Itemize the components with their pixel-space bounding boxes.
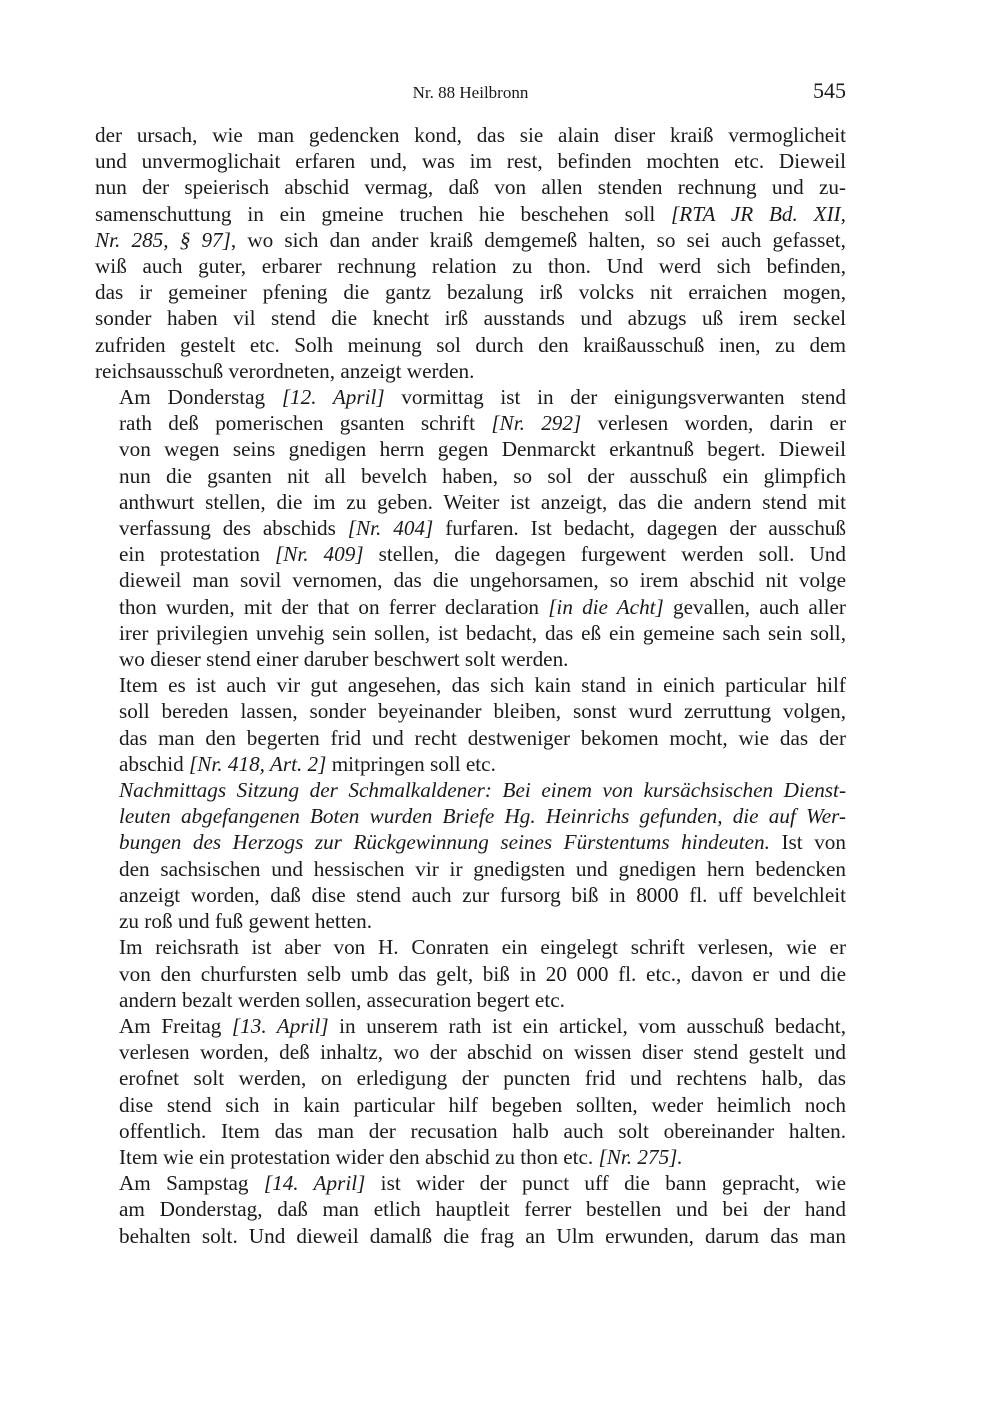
text-line (95, 201, 846, 227)
text-run: Ist von (769, 830, 846, 855)
text-run: ist wider der punct uff die bann gepracht, wie (365, 1171, 846, 1196)
text-line (95, 436, 846, 462)
text-line (95, 1039, 846, 1065)
text-line (95, 122, 846, 148)
text-run: irer privilegien unvehig sein sollen, ist bedacht, das eß ein gemeine sach sein soll, (119, 620, 846, 645)
text-line (95, 253, 846, 279)
text-line (95, 751, 846, 777)
text-line (95, 698, 846, 724)
editorial-note: [12. April] (281, 385, 385, 410)
text-run: sonder haben vil stend die knecht irß ausstands und abzugs uß irem seckel (95, 306, 846, 331)
text-line (95, 1196, 846, 1222)
text-line (95, 174, 846, 200)
editorial-note: [Nr. 418, Art. 2] (189, 751, 327, 776)
text-line (95, 620, 846, 646)
running-head (95, 78, 846, 108)
editorial-note: [Nr. 292] (491, 411, 582, 436)
text-run: offentlich. Item das man der recusation halb auch solt obereinander halten. (119, 1118, 846, 1143)
paragraph (95, 384, 846, 672)
text-run: Im reichsrath ist aber von H. Conraten ein eingelegt schrift verlesen, wie er (119, 935, 846, 960)
text-run: furfaren. Ist bedacht, dagegen der ausschuß (433, 516, 846, 541)
editorial-note: [Nr. 409] (274, 542, 364, 567)
text-line (95, 515, 846, 541)
text-line (95, 594, 846, 620)
text-line (95, 725, 846, 751)
text-line (95, 567, 846, 593)
text-line (95, 332, 846, 358)
page-number: 545 (813, 78, 846, 103)
text-run: ein protestation (119, 542, 275, 567)
text-line (95, 1065, 846, 1091)
text-line (95, 672, 846, 698)
text-line (95, 410, 846, 436)
text-line (95, 489, 846, 515)
text-run: thon wurden, mit der that on ferrer declaration (119, 594, 549, 619)
text-line (95, 987, 846, 1013)
text-run: den sachsischen und hessischen vir ir gnedigsten und gnedigen hern bedencken (119, 856, 846, 881)
text-run: Am Donderstag (119, 385, 282, 410)
text-run: zufriden gestelt etc. Solh meinung sol durch den kraißausschuß inen, zu dem (95, 332, 846, 357)
text-run: Item wie ein protestation wider den abschid zu thon etc. (119, 1144, 599, 1169)
text-line (95, 856, 846, 882)
editorial-note: leuten abgefangenen Boten wurden Briefe Hg. Heinrichs gefunden, die auf Wer- (119, 804, 846, 829)
text-run: Am Sampstag (119, 1171, 264, 1196)
text-run: dise stend sich in kain particular hilf begeben sollten, weder heimlich noch (119, 1092, 846, 1117)
text-run: mitpringen soll etc. (326, 751, 496, 776)
paragraph (95, 1170, 846, 1249)
text-run: das ir gemeiner pfening die gantz bezalung irß volcks nit erraichen mogen, (95, 280, 846, 305)
text-run: am Donderstag, daß man etlich hauptleit ferrer bestellen und bei der hand (119, 1197, 846, 1222)
text-run: der ursach, wie man gedencken kond, das sie alain diser kraiß vermoglicheit (95, 123, 846, 147)
text-run: abschid (119, 751, 190, 776)
body-text (95, 122, 846, 1249)
text-line (95, 1144, 846, 1170)
text-run: stellen, die dagegen furgewent werden soll. Und (363, 542, 846, 567)
text-line (95, 279, 846, 305)
text-line (95, 908, 846, 934)
text-line (95, 1170, 846, 1196)
text-run: wo dieser stend einer daruber beschwert solt werden. (119, 647, 569, 672)
text-line (95, 777, 846, 803)
paragraph (95, 122, 846, 384)
text-run: das man den begerten frid und recht destweniger bekomen mocht, wie das der (119, 725, 846, 750)
editorial-note: [Nr. 404] (347, 516, 434, 541)
paragraph (95, 672, 846, 777)
text-run: wiß auch guter, erbarer rechnung relation zu thon. Und werd sich befinden, (95, 254, 846, 279)
text-run: erofnet solt werden, on erledigung der puncten frid und rechtens halb, das (119, 1066, 846, 1091)
text-run: verlesen worden, darin er (581, 411, 847, 436)
editorial-note: [Nr. 275]. (598, 1144, 683, 1169)
text-run: andern bezalt werden sollen, assecuration begert etc. (119, 987, 565, 1012)
text-run: verlesen worden, deß inhaltz, wo der abschid on wissen diser stend gestelt und (119, 1040, 846, 1065)
text-line (95, 1092, 846, 1118)
text-line (95, 148, 846, 174)
text-run: rath deß pomerischen gsanten schrift (119, 411, 492, 436)
text-run: Item es ist auch vir gut angesehen, das sich kain stand in einich particular hilf (119, 673, 846, 698)
text-run: gevallen, auch aller (663, 594, 846, 619)
text-line (95, 358, 846, 384)
text-run: dieweil man sovil vernomen, das die ungehorsamen, so irem abschid nit volge (119, 568, 846, 593)
text-line (95, 1013, 846, 1039)
text-run: anzeigt worden, daß dise stend auch zur fursorg biß in 8000 fl. uff bevelchleit (119, 882, 846, 907)
editorial-note: Nr. 285, § 97] (95, 227, 231, 252)
text-run: von wegen seins gnedigen herrn gegen Denmarckt erkantnuß begert. Dieweil (119, 437, 846, 462)
running-head-title: Nr. 88 Heilbronn (412, 83, 529, 102)
text-run: samenschuttung in ein gmeine truchen hie beschehen soll (95, 201, 672, 226)
editorial-note: Nachmittags Sitzung der Schmalkaldener: Bei einem von kursächsischen Dienst- (119, 778, 846, 803)
text-run: , wo sich dan ander kraiß demgemeß halten, so sei auch gefasset, (230, 227, 846, 252)
text-run: und unvermoglichait erfaren und, was im rest, befinden mochten etc. Dieweil (95, 149, 846, 174)
paragraph (95, 934, 846, 1013)
text-run: anthwurt stellen, die im zu geben. Weiter ist anzeigt, das die andern stend mit (119, 489, 846, 514)
text-line (95, 305, 846, 331)
text-run: von den churfursten selb umb das gelt, biß in 20 000 fl. etc., davon er und die (119, 961, 846, 986)
text-line (95, 541, 846, 567)
text-line (95, 384, 846, 410)
text-line (95, 1223, 846, 1249)
document-page (95, 78, 846, 1249)
text-line (95, 227, 846, 253)
editorial-note: [14. April] (263, 1171, 366, 1196)
text-line (95, 646, 846, 672)
text-run: behalten solt. Und dieweil damalß die frag an Ulm erwunden, darum das man (119, 1223, 846, 1248)
text-line (95, 829, 846, 855)
text-line (95, 961, 846, 987)
text-line (95, 1118, 846, 1144)
text-run: soll bereden lassen, sonder beyeinander bleiben, sonst wurd zerruttung volgen, (119, 699, 846, 724)
text-run: vormittag ist in der einigungsverwanten stend (384, 385, 846, 410)
editorial-note: [RTA JR Bd. XII, (671, 201, 846, 226)
editorial-note: [13. April] (231, 1013, 329, 1038)
editorial-note: [in die Acht] (548, 594, 664, 619)
text-line (95, 803, 846, 829)
editorial-note: bungen des Herzogs zur Rückgewinnung seines Fürstentums hindeuten. (119, 830, 770, 855)
paragraph (95, 777, 846, 934)
text-run: verfassung des abschids (119, 516, 348, 541)
text-run: reichsausschuß verordneten, anzeigt werden. (95, 358, 475, 383)
paragraph (95, 1013, 846, 1170)
text-run: in unserem rath ist ein artickel, vom ausschuß bedacht, (328, 1013, 847, 1038)
text-line (95, 882, 846, 908)
text-run: nun der speierisch abschid vermag, daß von allen stenden rechnung und zu- (95, 175, 846, 200)
text-run: zu roß und fuß gewent hetten. (119, 909, 372, 934)
text-run: Am Freitag (119, 1013, 232, 1038)
text-line (95, 934, 846, 960)
text-line (95, 463, 846, 489)
text-run: nun die gsanten nit all bevelch haben, so sol der ausschuß ein glimpfich (119, 463, 846, 488)
